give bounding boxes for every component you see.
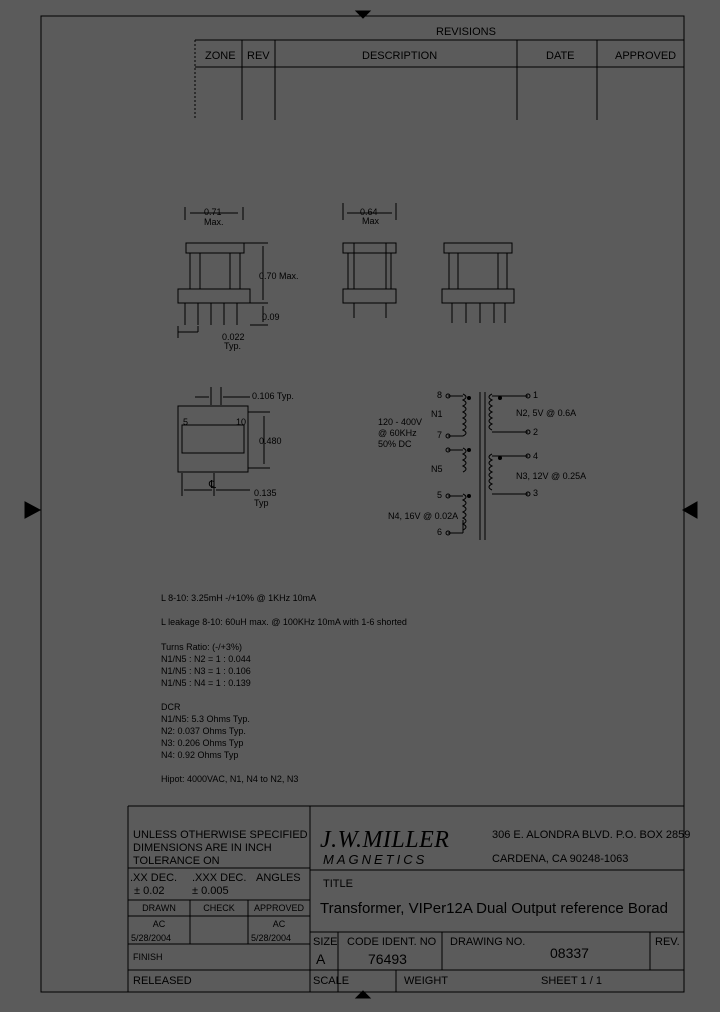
sig-header-drawn: DRAWN bbox=[142, 903, 176, 913]
top-center-mark bbox=[356, 11, 370, 18]
drawing-title: Transformer, VIPer12A Dual Output reference Borad bbox=[320, 900, 668, 917]
spec-dcr-1: N1/N5: 5.3 Ohms Typ. bbox=[161, 714, 250, 724]
scale-label: SCALE bbox=[313, 975, 350, 987]
finish-label: FINISH bbox=[133, 952, 163, 962]
end-view bbox=[442, 243, 514, 323]
sig-header-approved: APPROVED bbox=[253, 903, 304, 913]
tolerance-note-2: DIMENSIONS ARE IN INCH bbox=[133, 842, 272, 854]
pin-2: 2 bbox=[533, 427, 539, 437]
tolerance-note-3: TOLERANCE ON bbox=[133, 855, 220, 867]
spec-turns-1: N1/N5 : N2 = 1 : 0.044 bbox=[161, 654, 251, 664]
dim-side-width-unit: Max bbox=[362, 216, 380, 226]
dim-pin-width: 0.022 bbox=[222, 332, 245, 342]
tol-header-angles: ANGLES bbox=[256, 872, 301, 884]
title-label: TITLE bbox=[323, 878, 353, 890]
spec-dcr-3: N3: 0.206 Ohms Typ bbox=[161, 738, 244, 748]
dim-width-top-unit: Max. bbox=[204, 217, 224, 227]
size-label: SIZE bbox=[313, 936, 338, 948]
centerline-symbol: ℄ bbox=[209, 479, 217, 491]
pin-5: 5 bbox=[437, 490, 443, 500]
dim-side-width: 0.64 bbox=[360, 207, 378, 217]
tol-value-xxx: ± 0.005 bbox=[192, 885, 229, 897]
winding-n2: N2, 5V @ 0.6A bbox=[516, 408, 577, 418]
spec-dcr-title: DCR bbox=[161, 702, 181, 712]
col-rev: REV bbox=[247, 50, 270, 62]
input-label-1: 120 - 400V bbox=[378, 417, 423, 427]
sheet-label: SHEET 1 / 1 bbox=[541, 975, 602, 987]
spec-inductance: L 8-10: 3.25mH -/+10% @ 1KHz 10mA bbox=[161, 593, 317, 603]
winding-n1: N1 bbox=[431, 409, 443, 419]
drawing-no-label: DRAWING NO. bbox=[450, 936, 526, 948]
pin-7: 7 bbox=[437, 430, 443, 440]
dim-row-offset-unit: Typ bbox=[254, 498, 269, 508]
spec-turns-title: Turns Ratio: (-/+3%) bbox=[161, 642, 242, 652]
pin-8: 8 bbox=[437, 390, 443, 400]
tol-header-xxx: .XXX DEC. bbox=[192, 872, 247, 884]
spec-dcr-2: N2: 0.037 Ohms Typ. bbox=[161, 726, 246, 736]
spec-dcr-4: N4: 0.92 Ohms Typ bbox=[161, 750, 239, 760]
sig-name-drawn: AC bbox=[152, 919, 166, 929]
pcb-footprint bbox=[178, 387, 270, 496]
pin-3: 3 bbox=[533, 488, 539, 498]
winding-n4: N4, 16V @ 0.02A bbox=[388, 511, 459, 521]
col-date: DATE bbox=[546, 50, 575, 62]
dim-pitch: 0.106 Typ. bbox=[252, 391, 294, 401]
sig-header-check: CHECK bbox=[203, 903, 235, 913]
tolerance-note-1: UNLESS OTHERWISE SPECIFIED bbox=[133, 829, 308, 841]
dim-row-spacing: 0.480 bbox=[259, 436, 282, 446]
code-label: CODE IDENT. NO bbox=[347, 936, 437, 948]
pin-label-10: 10 bbox=[236, 417, 247, 427]
code-value: 76493 bbox=[368, 951, 407, 967]
pin-label-5: 5 bbox=[183, 417, 189, 427]
dim-pin-length: 0.09 bbox=[262, 312, 280, 322]
dim-pin-width-unit: Typ. bbox=[224, 341, 242, 351]
company-logo-sub: MAGNETICS bbox=[323, 852, 428, 867]
spec-hipot: Hipot: 4000VAC, N1, N4 to N2, N3 bbox=[161, 774, 299, 784]
sig-name-approved: AC bbox=[272, 919, 286, 929]
company-logo: J.W.MILLER bbox=[320, 827, 450, 853]
dim-width-top: 0.71 bbox=[204, 207, 222, 217]
winding-n5: N5 bbox=[431, 464, 443, 474]
company-address-1: 306 E. ALONDRA BLVD. P.O. BOX 2859 bbox=[492, 829, 691, 841]
pin-4: 4 bbox=[533, 451, 539, 461]
tol-value-xx: ± 0.02 bbox=[134, 885, 165, 897]
col-zone: ZONE bbox=[205, 50, 236, 62]
sig-date-drawn: 5/28/2004 bbox=[131, 933, 172, 943]
dim-height: 0.70 Max. bbox=[259, 271, 299, 281]
input-label-3: 50% DC bbox=[378, 439, 412, 449]
dim-row-offset: 0.135 bbox=[254, 488, 277, 498]
drawing-no-value: 08337 bbox=[550, 945, 589, 961]
company-address-2: CARDENA, CA 90248-1063 bbox=[492, 853, 629, 865]
input-label-2: @ 60KHz bbox=[378, 428, 417, 438]
col-description: DESCRIPTION bbox=[362, 50, 438, 62]
pin-6: 6 bbox=[437, 527, 443, 537]
spec-turns-2: N1/N5 : N3 = 1 : 0.106 bbox=[161, 666, 251, 676]
col-approved: APPROVED bbox=[615, 50, 677, 62]
revisions-title: REVISIONS bbox=[436, 26, 496, 38]
rev-label: REV. bbox=[655, 936, 680, 948]
released-label: RELEASED bbox=[133, 975, 192, 987]
tol-header-xx: .XX DEC. bbox=[130, 872, 178, 884]
weight-label: WEIGHT bbox=[404, 975, 448, 987]
size-value: A bbox=[316, 951, 326, 967]
spec-leakage: L leakage 8-10: 60uH max. @ 100KHz 10mA with 1-6 shorted bbox=[161, 617, 407, 627]
winding-n3: N3, 12V @ 0.25A bbox=[516, 471, 587, 481]
sig-date-approved: 5/28/2004 bbox=[251, 933, 292, 943]
spec-turns-3: N1/N5 : N4 = 1 : 0.139 bbox=[161, 678, 251, 688]
pin-1: 1 bbox=[533, 390, 539, 400]
